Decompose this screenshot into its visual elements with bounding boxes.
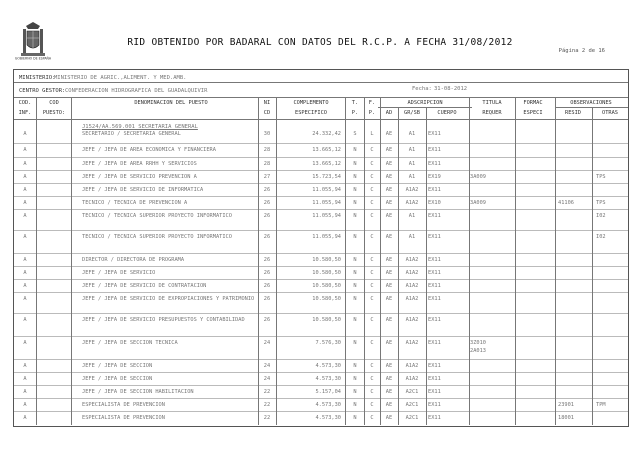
table-cell-tp: N [353,234,357,240]
table-cell-tp: N [353,161,357,167]
table-cell-comp: 13.665,12 [312,147,341,153]
col-header-adscripcion: ADSCRIPCION [407,100,443,106]
table-cell-gr: A1A2 [405,317,419,323]
table-cell-ad: AE [385,213,393,219]
table-cell-nivel: 22 [263,389,271,395]
table-cell-nivel: 26 [263,283,271,289]
table-cell-desc: TECNICO / TECNICA SUPERIOR PROYECTO INFORMATICO [82,213,232,219]
table-cell-desc: TECNICO / TECNICA DE PREVENCION A [82,200,188,206]
table-cell-ad: AE [385,376,393,382]
table-cell-cuerpo: EX11 [428,213,441,219]
table-cell-comp: 7.576,30 [315,340,341,346]
col-header-fp: P. [368,110,376,116]
table-cell-fp: L [370,131,374,137]
ministerio-label: MINISTERIO: [19,75,56,81]
table-cell-inf: A [23,200,27,206]
table-cell-ad: AE [385,317,393,323]
table-cell-fp: C [370,340,374,346]
table-cell-ad: AE [385,161,393,167]
table-cell-fp: C [370,296,374,302]
table-cell-comp: 24.332,42 [312,131,341,137]
row-divider [14,253,628,254]
column-divider [258,97,259,425]
table-cell-comp: 11.055,94 [312,234,341,240]
column-divider [555,97,556,425]
table-cell-nivel: 26 [263,296,271,302]
table-cell-ad: AE [385,363,393,369]
table-cell-inf: A [23,161,27,167]
table-cell-comp: 13.665,12 [312,161,341,167]
row-divider [14,170,628,171]
table-cell-tp: N [353,389,357,395]
table-cell-comp: 10.580,50 [312,296,341,302]
table-cell-ad: AE [385,187,393,193]
table-cell-desc: JEFE / JEFA DE SECCION [82,363,153,369]
row-divider [14,143,628,144]
table-cell-ad: AE [385,234,393,240]
table-cell-gr: A2C1 [405,415,419,421]
table-cell-inf: A [23,257,27,263]
table-cell-desc: JEFE / JEFA DE SECCION TECNICA [82,340,178,346]
table-cell-tp: N [353,187,357,193]
divider [378,107,472,108]
table-cell-tp: N [353,213,357,219]
column-divider [71,97,72,425]
table-cell-ad: AE [385,402,393,408]
table-cell-nivel: 22 [263,402,271,408]
col-header-resid: RESID [565,110,581,116]
table-cell-inf: A [23,415,27,421]
divider [14,119,628,120]
row-divider [14,398,628,399]
table-cell-cuerpo: EX19 [428,174,441,180]
table-cell-desc: ESPECIALISTA DE PREVENCION [82,415,165,421]
table-cell-cuerpo: EX11 [428,402,441,408]
col-header-denominacion: DENOMINACION DEL PUESTO [134,100,208,106]
column-divider [426,107,427,425]
centro-value: CONFEDERACION HIDROGRAFICA DEL GUADALQUIVIR [65,88,208,94]
col-header-nivel: NI [263,100,271,106]
table-cell-comp: 4.573,30 [315,363,341,369]
table-cell-tp: S [353,131,357,137]
table-cell-tp: N [353,363,357,369]
row-divider [14,230,628,231]
fecha-value: 31-08-2012 [434,86,468,92]
col-header-formac: FORMAC [523,100,543,106]
fecha-label: Fecha: [412,86,432,92]
table-cell-comp: 10.580,50 [312,283,341,289]
table-cell-tp: N [353,296,357,302]
col-header-nivel: CD [263,110,271,116]
table-cell-ad: AE [385,283,393,289]
table-cell-inf: A [23,147,27,153]
table-cell-comp: 5.157,04 [315,389,341,395]
table-cell-fp: C [370,200,374,206]
table-cell-nivel: 27 [263,174,271,180]
table-cell-titula: 3Z010 2A013 [470,340,486,354]
table-cell-fp: C [370,415,374,421]
table-cell-nivel: 28 [263,161,271,167]
table-cell-tp: N [353,283,357,289]
table-cell-cuerpo: EX11 [428,234,441,240]
col-header-complemento: COMPLEMENTO [293,100,329,106]
table-cell-inf: A [23,187,27,193]
table-cell-comp: 11.055,94 [312,213,341,219]
table-cell-comp: 11.055,94 [312,187,341,193]
table-cell-gr: A2C1 [405,389,419,395]
table-cell-gr: A1A2 [405,257,419,263]
table-cell-nivel: 24 [263,376,271,382]
col-header-otras: OTRAS [602,110,618,116]
table-cell-cuerpo: EX10 [428,200,441,206]
svg-text:GOBIERNO DE ESPAÑA: GOBIERNO DE ESPAÑA [14,56,52,61]
table-cell-otras: I02 [596,234,606,240]
table-cell-inf: A [23,340,27,346]
table-cell-fp: C [370,363,374,369]
table-cell-fp: C [370,257,374,263]
table-cell-inf: A [23,174,27,180]
table-cell-fp: C [370,317,374,323]
report-title: RID OBTENIDO POR BADARAL CON DATOS DEL R.C.P. A FECHA 31/08/2012 [127,37,513,48]
col-header-cod-inf: COD. [18,100,32,106]
table-cell-inf: A [23,376,27,382]
row-divider [14,209,628,210]
table-cell-desc: ESPECIALISTA DE PREVENCION [82,402,165,408]
row-divider [14,336,628,337]
table-cell-gr: A1 [408,234,416,240]
table-cell-fp: C [370,187,374,193]
table-cell-gr: A1 [408,161,416,167]
table-cell-inf: A [23,131,27,137]
table-cell-fp: C [370,174,374,180]
row-divider [14,359,628,360]
group-label: J1524/AA.569.001 SECRETARIA GENERAL [82,124,198,130]
table-cell-cuerpo: EX11 [428,161,441,167]
table-cell-cuerpo: EX11 [428,270,441,276]
table-cell-comp: 4.573,30 [315,376,341,382]
table-cell-fp: C [370,213,374,219]
table-cell-nivel: 28 [263,147,271,153]
divider [14,97,628,98]
col-header-observaciones: OBSERVACIONES [570,100,612,106]
table-cell-inf: A [23,363,27,369]
table-cell-inf: A [23,296,27,302]
row-divider [14,372,628,373]
table-cell-resid: 18001 [558,415,574,421]
table-cell-desc: DIRECTOR / DIRECTORA DE PROGRAMA [82,257,185,263]
table-cell-otras: I02 [596,213,606,219]
table-cell-desc: JEFE / JEFA DE SECCION HABILITACION [82,389,194,395]
col-header-formac: ESPECI [523,110,543,116]
table-cell-comp: 4.573,30 [315,415,341,421]
report-table [13,69,629,427]
col-header-cod-puesto: PUESTO: [42,110,66,116]
table-cell-ad: AE [385,389,393,395]
ministerio-value: MINISTERIO DE AGRIC.,ALIMENT. Y MED.AMB. [54,75,187,81]
table-cell-desc: JEFE / JEFA DE SERVICIO DE INFORMATICA [82,187,204,193]
table-cell-fp: C [370,402,374,408]
table-cell-ad: AE [385,340,393,346]
table-cell-tp: N [353,415,357,421]
row-divider [14,385,628,386]
table-cell-nivel: 24 [263,340,271,346]
table-cell-nivel: 26 [263,213,271,219]
table-cell-titula: 3A009 [470,174,486,180]
table-cell-gr: A1A2 [405,283,419,289]
col-header-tp: P. [351,110,359,116]
table-cell-ad: AE [385,296,393,302]
row-divider [14,196,628,197]
col-header-titula: REQUER [482,110,502,116]
table-cell-resid: 23901 [558,402,574,408]
table-cell-otras: TPS [596,174,606,180]
row-divider [14,183,628,184]
table-cell-fp: C [370,389,374,395]
table-cell-tp: N [353,174,357,180]
table-cell-comp: 10.580,50 [312,270,341,276]
column-divider [469,97,470,425]
table-cell-desc: JEFE / JEFA DE SERVICIO [82,270,156,276]
table-cell-tp: N [353,402,357,408]
row-divider [14,279,628,280]
table-cell-desc: JEFE / JEFA DE SERVICIO PREVENCION A [82,174,197,180]
table-cell-inf: A [23,270,27,276]
table-cell-ad: AE [385,131,393,137]
table-cell-gr: A1 [408,213,416,219]
table-cell-inf: A [23,283,27,289]
table-cell-inf: A [23,213,27,219]
divider [14,82,628,83]
table-cell-ad: AE [385,147,393,153]
table-cell-nivel: 24 [263,363,271,369]
table-cell-gr: A1A2 [405,376,419,382]
table-cell-tp: N [353,257,357,263]
table-cell-cuerpo: EX11 [428,257,441,263]
column-divider [345,97,346,425]
table-cell-cuerpo: EX11 [428,389,441,395]
table-cell-nivel: 26 [263,257,271,263]
table-cell-tp: N [353,200,357,206]
col-header-cod-puesto: COD [49,100,59,106]
row-divider [14,157,628,158]
table-cell-desc: JEFE / JEFA DE SERVICIO DE EXPROPIACIONES Y PATRIMONIO [82,296,255,302]
table-cell-nivel: 22 [263,415,271,421]
table-cell-desc: JEFE / JEFA DE SERVICIO DE CONTRATACION [82,283,207,289]
table-cell-ad: AE [385,200,393,206]
table-cell-gr: A1 [408,131,416,137]
table-cell-tp: N [353,317,357,323]
column-divider [592,107,593,425]
row-divider [14,266,628,267]
row-divider [14,411,628,412]
table-cell-gr: A1 [408,147,416,153]
table-cell-comp: 11.055,94 [312,200,341,206]
table-cell-tp: N [353,147,357,153]
table-cell-fp: C [370,234,374,240]
column-divider [515,97,516,425]
table-cell-cuerpo: EX11 [428,317,441,323]
col-header-fp: F. [368,100,376,106]
table-cell-fp: C [370,270,374,276]
row-divider [14,292,628,293]
table-cell-desc: JEFE / JEFA DE SECCION [82,376,153,382]
table-cell-comp: 10.580,50 [312,317,341,323]
table-cell-nivel: 26 [263,200,271,206]
col-header-complemento: ESPECIFICO [295,110,327,116]
table-cell-cuerpo: EX11 [428,340,441,346]
table-cell-inf: A [23,389,27,395]
col-header-tp: T. [351,100,359,106]
table-cell-tp: N [353,340,357,346]
col-header-grsb: GR/SB [404,110,420,116]
table-cell-comp: 10.580,50 [312,257,341,263]
table-cell-nivel: 26 [263,234,271,240]
table-cell-gr: A1A2 [405,270,419,276]
col-header-ad: AD [385,110,393,116]
table-cell-nivel: 30 [263,131,271,137]
table-cell-tp: N [353,270,357,276]
table-cell-gr: A1A2 [405,296,419,302]
col-header-cuerpo: CUERPO [437,110,457,116]
table-cell-desc: TECNICO / TECNICA SUPERIOR PROYECTO INFORMATICO [82,234,232,240]
table-cell-cuerpo: EX11 [428,131,441,137]
table-cell-desc: JEFE / JEFA DE AREA ECONOMICA Y FINANCIERA [82,147,216,153]
table-cell-ad: AE [385,257,393,263]
table-cell-desc: SECRETARIO / SECRETARIA GENERAL [82,131,181,137]
table-cell-titula: 3A009 [470,200,486,206]
table-cell-ad: AE [385,270,393,276]
table-cell-gr: A2C1 [405,402,419,408]
table-cell-cuerpo: EX11 [428,376,441,382]
table-cell-cuerpo: EX11 [428,415,441,421]
table-cell-inf: A [23,402,27,408]
column-divider [276,97,277,425]
table-cell-gr: A1 [408,174,416,180]
table-cell-fp: C [370,283,374,289]
column-divider [398,107,399,425]
table-cell-ad: AE [385,174,393,180]
table-cell-fp: C [370,161,374,167]
table-cell-cuerpo: EX11 [428,187,441,193]
table-cell-cuerpo: EX11 [428,283,441,289]
table-cell-inf: A [23,234,27,240]
table-cell-cuerpo: EX11 [428,296,441,302]
table-cell-comp: 15.723,54 [312,174,341,180]
table-cell-resid: 41106 [558,200,574,206]
table-cell-gr: A1A2 [405,187,419,193]
table-cell-fp: C [370,147,374,153]
table-cell-gr: A1A2 [405,340,419,346]
centro-label: CENTRO GESTOR: [19,88,66,94]
col-header-titula: TITULA [482,100,502,106]
table-cell-ad: AE [385,415,393,421]
table-cell-tp: N [353,376,357,382]
table-cell-comp: 4.573,30 [315,402,341,408]
table-cell-desc: JEFE / JEFA DE SERVICIO PRESUPUESTOS Y CONTABILIDAD [82,317,245,323]
table-cell-cuerpo: EX11 [428,363,441,369]
table-cell-otras: TPS [596,200,606,206]
table-cell-gr: A1A2 [405,363,419,369]
column-divider [36,97,37,425]
table-cell-fp: C [370,376,374,382]
table-cell-desc: JEFE / JEFA DE AREA RRHH Y SERVICIOS [82,161,197,167]
column-divider [380,97,381,425]
column-divider [364,97,365,425]
col-header-cod-inf: INF. [18,110,32,116]
table-cell-inf: A [23,317,27,323]
table-cell-nivel: 26 [263,187,271,193]
table-cell-nivel: 26 [263,317,271,323]
table-cell-nivel: 26 [263,270,271,276]
table-cell-cuerpo: EX11 [428,147,441,153]
table-cell-otras: TPM [596,402,606,408]
table-cell-gr: A1A2 [405,200,419,206]
page-number: Página 2 de 16 [558,48,605,54]
row-divider [14,313,628,314]
